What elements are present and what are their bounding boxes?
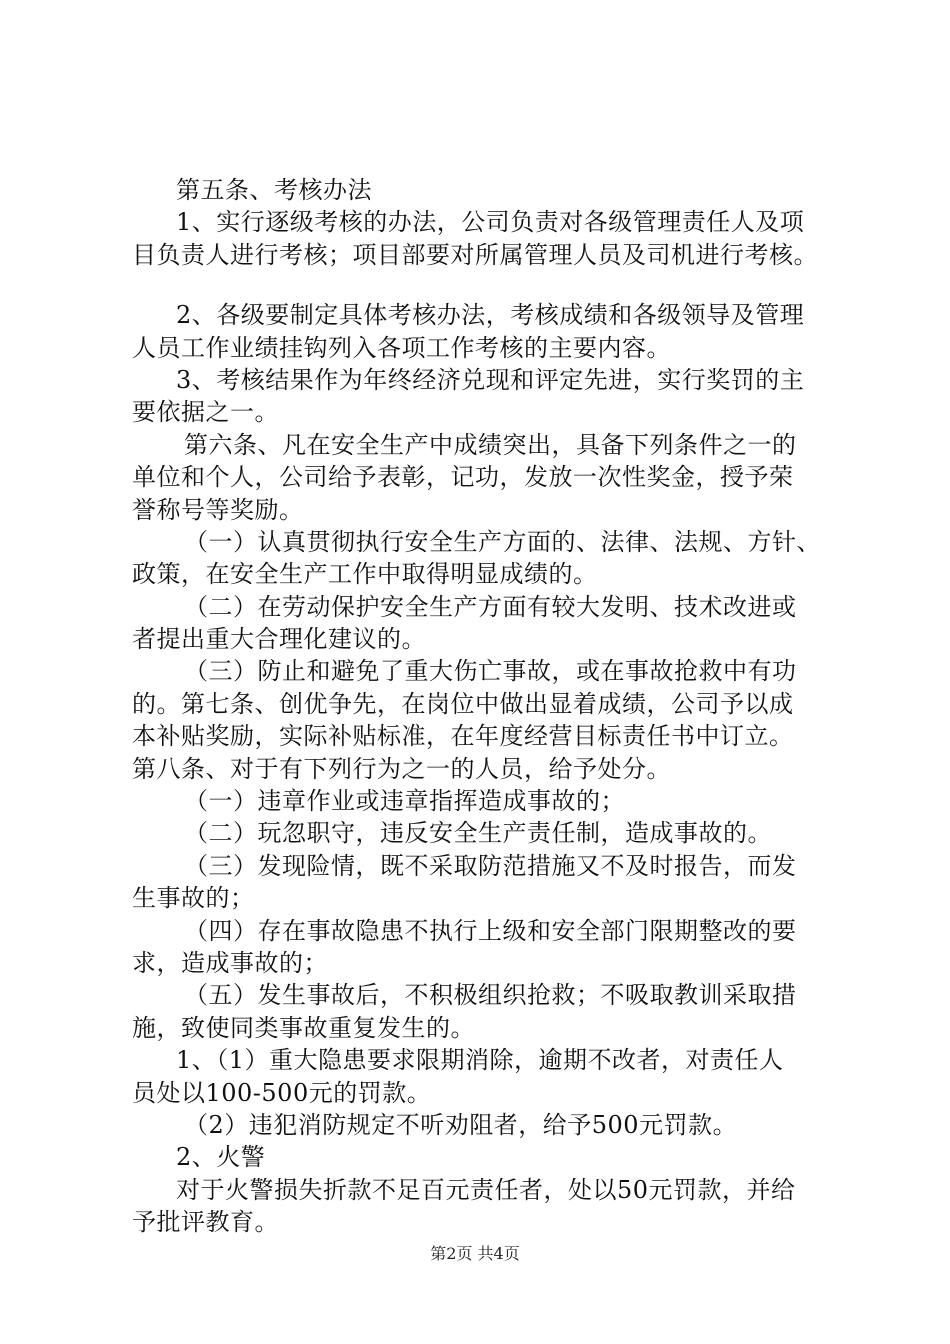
- text-line: 第五条、考核办法: [176, 176, 372, 204]
- text-line: 3、考核结果作为年终经济兑现和评定先进，实行奖罚的主: [176, 365, 805, 394]
- text-line: 2、各级要制定具体考核办法，考核成绩和各级领导及管理: [176, 301, 805, 330]
- text-line: 人员工作业绩挂钩列入各项工作考核的主要内容。: [132, 333, 671, 362]
- text-line: 单位和个人，公司给予表彰，记功，发放一次性奖金，授予荣: [132, 463, 794, 492]
- text-line: 要依据之一。: [132, 398, 279, 427]
- text-line: 1、（1）重大隐患要求限期消除，逾期不改者，对责任人: [176, 1046, 784, 1075]
- text-line: 第八条、对于有下列行为之一的人员，给予处分。: [132, 754, 671, 783]
- text-line: （一）违章作业或违章指挥造成事故的；: [184, 787, 625, 816]
- text-line: 者提出重大合理化建议的。: [132, 625, 426, 654]
- text-line: （一）认真贯彻执行安全生产方面的、法律、法规、方针、: [184, 527, 821, 556]
- text-line: 的。第七条、创优争先，在岗位中做出显着成绩，公司予以成: [132, 689, 794, 718]
- text-line: 政策，在安全生产工作中取得明显成绩的。: [132, 560, 598, 589]
- text-line: （四）存在事故隐患不执行上级和安全部门限期整改的要: [184, 916, 797, 945]
- paragraph-gap: [132, 271, 850, 299]
- text-line: 生事故的；: [132, 884, 255, 913]
- text-line: 誉称号等奖励。: [132, 495, 304, 524]
- text-line: 本补贴奖励，实际补贴标准，在年度经营目标责任书中订立。: [132, 722, 794, 751]
- text-line: （三）发现险情，既不采取防范措施又不及时报告，而发: [184, 851, 797, 880]
- page-number-footer: 第2页 共4页: [430, 1244, 520, 1263]
- text-line: （五）发生事故后，不积极组织抢救；不吸取教训采取措: [184, 981, 797, 1010]
- text-line: 2、火警: [176, 1143, 266, 1172]
- document-body: [132, 174, 850, 1239]
- text-line: 求，造成事故的；: [132, 948, 328, 977]
- text-line: （二）在劳动保护安全生产方面有较大发明、技术改进或: [184, 592, 797, 621]
- text-line: 1、实行逐级考核的办法，公司负责对各级管理责任人及项: [176, 208, 805, 237]
- text-line: （二）玩忽职守，违反安全生产责任制，造成事故的。: [184, 819, 772, 848]
- text-line: 施，致使同类事故重复发生的。: [132, 1013, 475, 1042]
- text-line: 员处以100-500元的罚款。: [132, 1078, 432, 1107]
- text-line: 第六条、凡在安全生产中成绩突出，具备下列条件之一的: [184, 430, 797, 459]
- text-line: 对于火警损失折款不足百元责任者，处以50元罚款，并给: [176, 1175, 796, 1204]
- text-line: 予批评教育。: [132, 1208, 279, 1237]
- text-line: 目负责人进行考核；项目部要对所属管理人员及司机进行考核。: [132, 240, 818, 269]
- text-line: （三）防止和避免了重大伤亡事故，或在事故抢救中有功: [184, 657, 797, 686]
- text-line: （2）违犯消防规定不听劝阻者，给予500元罚款。: [184, 1110, 738, 1139]
